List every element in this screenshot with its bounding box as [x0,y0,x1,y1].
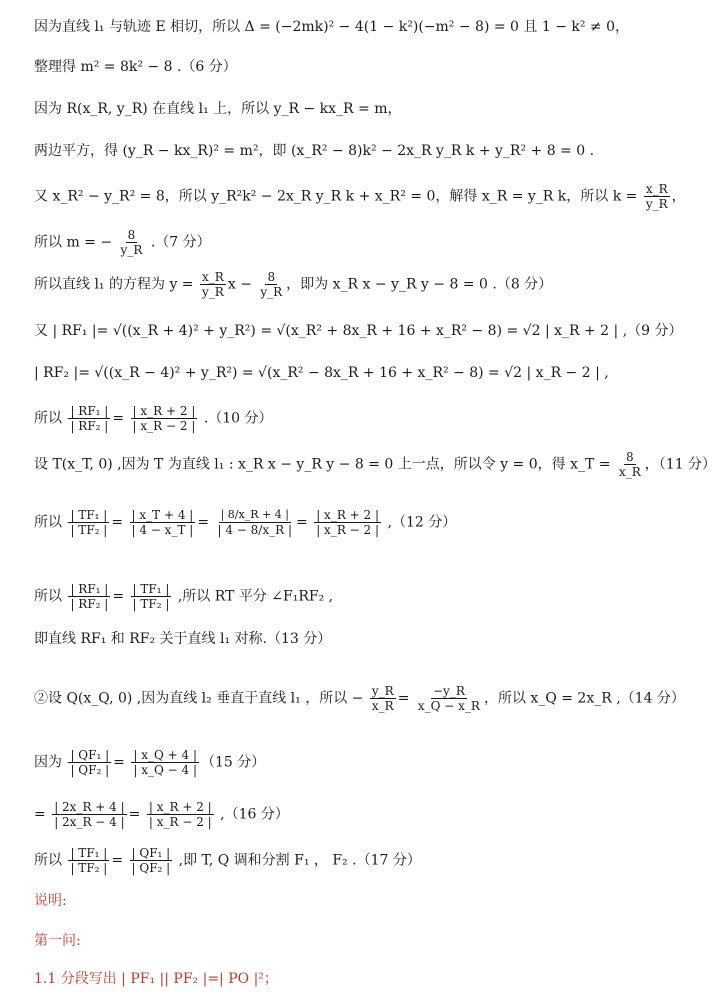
solution-line-12 [34,508,456,537]
line-15-mid: = [397,690,410,707]
note-item-1-1: 1.1 分段写出 | PF₁ || PF₂ |=| PO |²； [34,971,278,987]
fraction-denominator: | x_R − 2 | [316,523,380,537]
solution-line-14: 即直线 RF₁ 和 RF₂ 关于直线 l₁ 对称.（13 分） [34,631,332,647]
fraction-denominator: | x_R − 2 | [148,815,212,829]
line-15-fraction-1 [370,684,396,713]
line-15-text: ②设 Q(x_Q, 0) ,因为直线 l₂ 垂直于直线 l₁ ，所以 − [34,690,364,707]
solution-line-10 [34,404,273,433]
fraction-numerator: 8 [127,228,136,242]
line-7-text: 所以直线 l₁ 的方程为 y = [34,276,194,293]
fraction-numerator: | RF₁ | [70,582,109,596]
fraction-numerator: | x_R + 2 | [148,800,212,814]
line-15-tail: ，所以 x_Q = 2x_R ,（14 分） [483,690,685,707]
line-12-fraction-2 [130,508,196,537]
fraction-numerator: | x_R + 2 | [132,404,196,418]
fraction-numerator: | TF₁ | [132,582,170,596]
line-7-fraction-2 [258,270,284,299]
line-12-mid-3: = [296,514,308,531]
fraction-numerator: | x_R + 2 | [316,508,380,522]
line-13-fraction-1 [68,582,110,611]
line-10-fraction-1 [68,404,110,433]
fraction-numerator: | QF₁ | [131,846,171,860]
fraction-denominator: y_R [645,197,668,211]
solution-line-7 [34,270,552,299]
solution-line-2: 整理得 m² = 8k² − 8 .（6 分） [34,59,237,75]
solution-line-16 [34,748,265,777]
line-10-tail: .（10 分） [199,410,273,427]
fraction-denominator: x_Q − x_R [417,699,480,713]
fraction-numerator: | QF₁ | [70,748,110,762]
fraction-numerator: x_R [201,270,224,284]
fraction-numerator: | TF₁ | [70,846,108,860]
fraction-denominator: | RF₂ | [70,419,109,433]
fraction-numerator: | 8/x_R + 4 | [220,508,289,521]
line-7-tail: ，即为 x_R x − y_R y − 8 = 0 .（8 分） [286,276,553,293]
line-16-text: 因为 [34,754,62,771]
solution-line-15 [34,684,685,713]
fraction-denominator: | 4 − x_T | [131,523,194,537]
fraction-denominator: | QF₂ | [131,861,171,875]
line-5-text: 又 x_R² − y_R² = 8，所以 y_R²k² − 2x_R y_R k + x_R² = 0，解得 x_R = y_R k，所以 k = [34,188,638,205]
line-15-fraction-2 [416,684,482,713]
line-11-text: 设 T(x_T, 0) ,因为 T 为直线 l₁ : x_R x − y_R y − 8 = 0 上一点，所以令 y = 0，得 x_T = [34,456,611,473]
line-7-mid: x − [227,276,252,293]
line-10-fraction-2 [131,404,198,433]
line-7-fraction-1 [200,270,226,299]
line-17-fraction-1 [52,800,126,829]
fraction-denominator: | x_R − 2 | [132,419,196,433]
line-17-tail: ,（16 分） [215,806,289,823]
fraction-denominator: | TF₂ | [132,597,170,611]
line-16-mid: = [113,754,125,771]
fraction-numerator: −y_R [432,684,465,698]
note-part-one: 第一问: [34,933,81,949]
line-6-tail: .（7 分） [146,234,211,251]
fraction-numerator: | x_T + 4 | [131,508,194,522]
fraction-denominator: | TF₂ | [70,861,108,875]
line-11-fraction [617,450,643,479]
line-5-tail: ， [671,188,686,205]
line-17-text: = [34,806,46,823]
line-12-fraction-3 [216,508,295,537]
line-10-text: 所以 [34,410,62,427]
line-11-tail: ，（11 分） [644,456,716,473]
line-12-fraction-4 [314,508,381,537]
line-13-fraction-2 [131,582,172,611]
fraction-numerator: x_R [645,182,668,196]
line-13-text: 所以 [34,588,62,605]
line-13-tail: ,所以 RT 平分 ∠F₁RF₂ , [173,588,334,605]
line-18-text: 所以 [34,852,62,869]
fraction-numerator: y_R [371,684,394,698]
line-17-mid: = [128,806,141,823]
solution-line-1: 因为直线 l₁ 与轨迹 E 相切，所以 Δ = (−2mk)² − 4(1 − k²)(−m² − 8) = 0 且 1 − k² ≠ 0， [34,19,630,35]
note-heading: 说明: [34,893,67,909]
solution-line-5 [34,182,686,211]
fraction-denominator: x_R [371,699,394,713]
solution-line-11 [34,450,716,479]
line-12-fraction-1 [68,508,109,537]
fraction-denominator: y_R [201,285,224,299]
fraction-numerator: | x_Q + 4 | [133,748,197,762]
fraction-denominator: | 4 − 8/x_R | [217,523,293,537]
fraction-denominator: y_R [120,243,143,257]
fraction-denominator: y_R [260,285,283,299]
solution-line-17 [34,800,289,829]
line-12-mid-1: = [111,514,124,531]
fraction-denominator: | 2x_R − 4 | [54,815,125,829]
line-18-fraction-1 [68,846,109,875]
fraction-denominator: | TF₂ | [70,523,108,537]
fraction-denominator: x_R [618,465,641,479]
fraction-numerator: | TF₁ | [70,508,108,522]
line-16-fraction-2 [131,748,199,777]
fraction-denominator: | QF₂ | [70,763,110,777]
line-12-text: 所以 [34,514,62,531]
line-17-fraction-2 [147,800,214,829]
line-13-mid: = [112,588,125,605]
line-16-tail: （15 分） [200,754,266,771]
solution-line-6 [34,228,211,257]
line-18-mid: = [111,852,124,869]
solution-line-4: 两边平方，得 (y_R − kx_R)² = m²，即 (x_R² − 8)k² − 2x_R y_R k + y_R² + 8 = 0 . [34,143,595,159]
fraction-denominator: | RF₂ | [70,597,109,611]
solution-line-13 [34,582,333,611]
line-12-mid-2: = [197,514,210,531]
line-18-tail: ,即 T, Q 调和分割 F₁ ， F₂ .（17 分） [174,852,421,869]
line-18-fraction-2 [130,846,173,875]
fraction-numerator: 8 [626,450,634,464]
fraction-numerator: | 2x_R + 4 | [54,800,125,814]
line-16-fraction-1 [68,748,111,777]
solution-line-3: 因为 R(x_R, y_R) 在直线 l₁ 上，所以 y_R − kx_R = m， [34,101,402,117]
line-6-text: 所以 m = − [34,234,113,251]
line-5-fraction [644,182,670,211]
line-6-fraction [119,228,145,257]
fraction-denominator: | x_Q − 4 | [133,763,197,777]
fraction-numerator: | RF₁ | [70,404,109,418]
line-10-mid: = [112,410,125,427]
solution-line-8: 又 | RF₁ |= √((x_R + 4)² + y_R²) = √(x_R² + 8x_R + 16 + x_R² − 8) = √2 | x_R + 2 | ,（9 分） [34,323,683,339]
solution-line-18 [34,846,421,875]
solution-line-9: | RF₂ |= √((x_R − 4)² + y_R²) = √(x_R² − 8x_R + 16 + x_R² − 8) = √2 | x_R − 2 | , [34,365,609,381]
line-12-tail: ,（12 分） [383,514,457,531]
fraction-numerator: 8 [267,270,276,284]
